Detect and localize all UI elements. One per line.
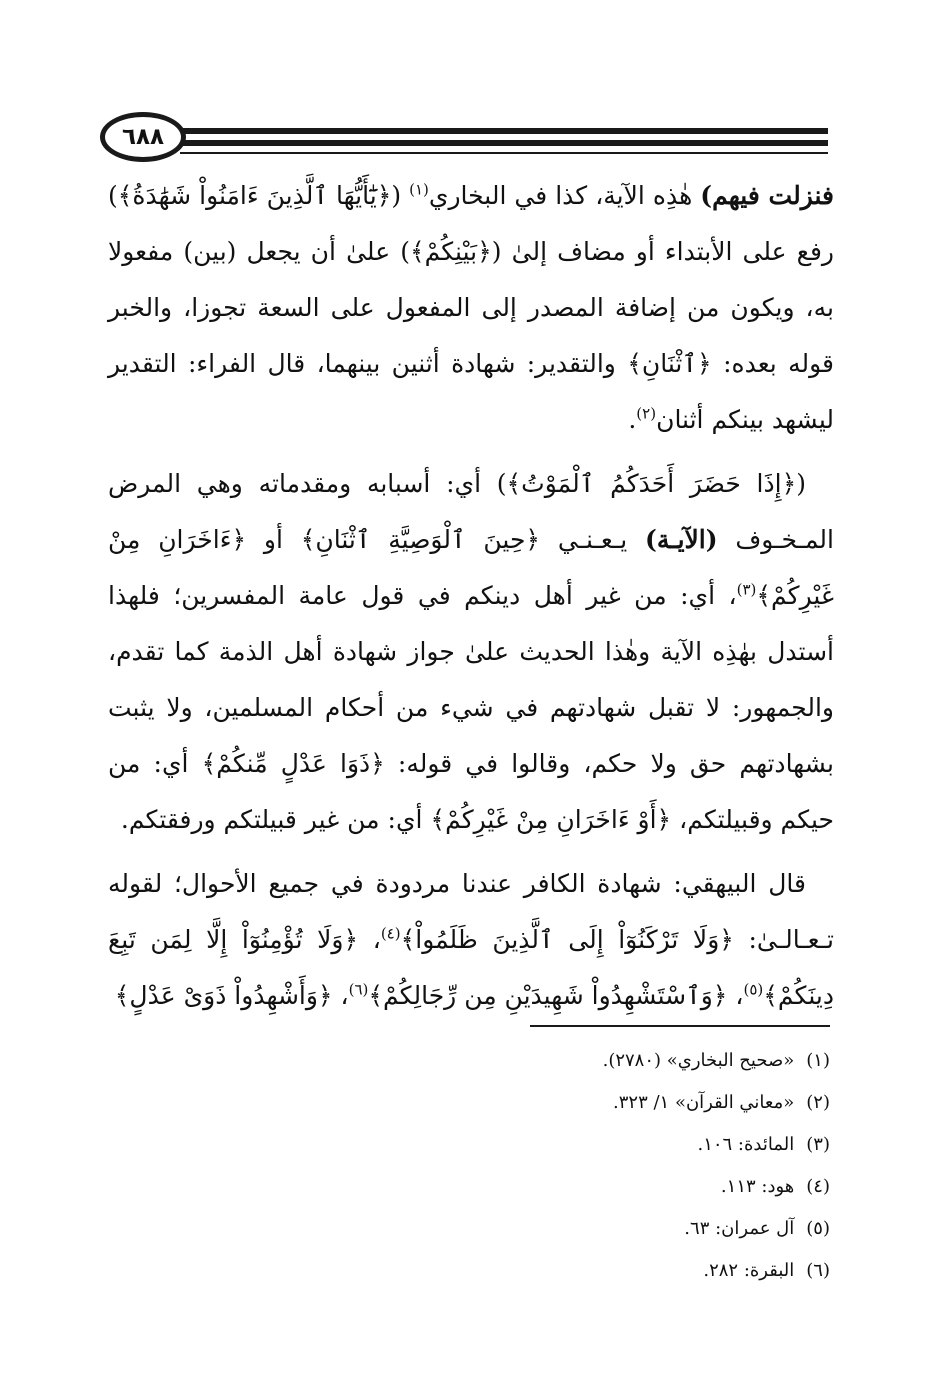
paragraph: [108, 456, 834, 848]
footnote-number: (١): [806, 1050, 830, 1071]
text-segment: أو: [246, 525, 301, 554]
paragraph: [108, 168, 834, 448]
footnote-number: (٣): [806, 1134, 830, 1155]
footnote-ref: (٢): [636, 404, 657, 423]
header-rule-thin: [180, 152, 828, 154]
footnote-separator: [530, 1025, 830, 1027]
text-segment: .: [628, 405, 637, 434]
footnote-item: [410, 1082, 830, 1124]
footnote-item: [410, 1250, 830, 1292]
footnote-text: «صحيح البخاري» (٢٧٨٠).: [602, 1050, 795, 1071]
quran-verse: ﴿ذَوَا عَدْلٍ مِّنكُمْ﴾: [201, 749, 385, 778]
footnote-ref: (٥): [743, 980, 764, 999]
footnote-ref: (٤): [380, 924, 401, 943]
text-segment: قال البيهقي: شهادة الكافر عندنا مردودة في جميع الأحوال؛ لقوله تـعـالـىٰ:: [108, 869, 834, 954]
footnote-item: [410, 1166, 830, 1208]
text-segment: ) علىٰ أن يجعل (بين) مفعولا به، ويكون من إضافة المصدر إلى المفعول على السعة تجوزا، والخبر قوله بعده:: [108, 237, 834, 378]
footnotes: [410, 1040, 830, 1292]
paragraph: [108, 856, 834, 1024]
footnote-text: البقرة: ٢٨٢.: [703, 1260, 795, 1281]
quran-verse: ﴿إِذَا حَضَرَ أَحَدَكُمُ ٱلْمَوْتُ﴾: [506, 469, 797, 498]
page-number: ٦٨٨: [121, 124, 165, 150]
header-rule-bottom: [180, 140, 828, 146]
footnote-text: هود: ١١٣.: [720, 1176, 795, 1197]
text-segment: ،: [727, 981, 744, 1010]
bold-text: فنزلت فيهم): [700, 181, 834, 210]
text-segment: والتقدير: شهادة أثنين بينهما، قال الفراء: التقدير ليشهد بينكم أثنان: [108, 349, 834, 434]
text-segment: يـعـنـي: [540, 525, 646, 554]
page-number-badge: [100, 112, 186, 162]
footnote-item: [410, 1208, 830, 1250]
text-segment: ) رفع على الأبتداء أو مضاف إلىٰ (: [108, 181, 834, 266]
quran-verse: ﴿وَلَا تَرْكَنُوٓاْ إِلَى ٱلَّذِينَ ظَلَمُواْ﴾: [400, 925, 734, 954]
quran-verse: ﴿وَلَا تُؤْمِنُوٓاْ إِلَّا لِمَن تَبِعَ دِينَكُمْ﴾: [108, 925, 834, 1010]
text-segment: ، أي: من غير أهل دينكم في قول عامة المفسرين؛ فلهذا أستدل بهٰذِه الآية وهٰذا الحديث علىٰ جواز شهادة أهل الذمة كما تقدم، والجمهور: لا تقبل شهادتهم في شيء من أحكام المسلمين، ولا يثبت بشهادتهم حق ولا حكم، وقالوا في قوله:: [108, 581, 834, 778]
quran-verse: ﴿حِينَ ٱلْوَصِيَّةِ ٱثْنَانِ﴾: [300, 525, 541, 554]
quran-verse: ﴿ءَاخَرَانِ مِنْ غَيْرِكُمْ﴾: [108, 525, 834, 610]
footnote-item: [410, 1124, 830, 1166]
page-header: [100, 112, 828, 166]
bold-text: (الآيـة): [645, 525, 718, 554]
quran-verse: ﴿بَيْنِكُمْ﴾: [409, 237, 492, 266]
main-text: [108, 168, 834, 1032]
text-segment: أي: من غير قبيلتكم ورفقتكم.: [120, 805, 431, 834]
text-segment: ،: [358, 925, 381, 954]
quran-verse: ﴿أَوْ ءَاخَرَانِ مِنْ غَيْرِكُمْ﴾: [430, 805, 672, 834]
footnote-number: (٢): [806, 1092, 830, 1113]
footnote-number: (٤): [806, 1176, 830, 1197]
text-segment: (: [796, 469, 806, 498]
footnote-item: [410, 1040, 830, 1082]
footnote-text: المائدة: ١٠٦.: [697, 1134, 795, 1155]
footnote-ref: (٣): [736, 580, 757, 599]
footnote-text: آل عمران: ٦٣.: [684, 1218, 795, 1239]
text-segment: ) أي: أسبابه ومقدماته وهي المرض المـخـوف: [108, 469, 834, 554]
text-segment: هٰذِه الآية، كذا في البخاري: [428, 181, 701, 210]
text-segment: ،: [332, 981, 349, 1010]
footnote-number: (٦): [806, 1260, 830, 1281]
quran-verse: ﴿وَأَشْهِدُواْ ذَوَىْ عَدْلٍ﴾: [114, 981, 333, 1010]
quran-verse: ﴿يَٰٓأَيُّهَا ٱلَّذِينَ ءَامَنُواْ شَهَٰدَةُ﴾: [117, 181, 392, 210]
text-segment: (: [391, 181, 410, 210]
header-rule-top: [180, 128, 828, 134]
footnote-ref: (١): [409, 180, 429, 199]
quran-verse: ﴿وَٱسْتَشْهِدُواْ شَهِيدَيْنِ مِن رِّجَالِكُمْ﴾: [368, 981, 728, 1010]
footnote-number: (٥): [806, 1218, 830, 1239]
footnote-text: «معاني القرآن» ١/ ٣٢٣.: [613, 1092, 795, 1113]
quran-verse: ﴿ٱثْنَانِ﴾: [627, 349, 712, 378]
footnote-ref: (٦): [348, 980, 369, 999]
text-segment: أي: من حيكم وقبيلتكم،: [108, 749, 834, 834]
